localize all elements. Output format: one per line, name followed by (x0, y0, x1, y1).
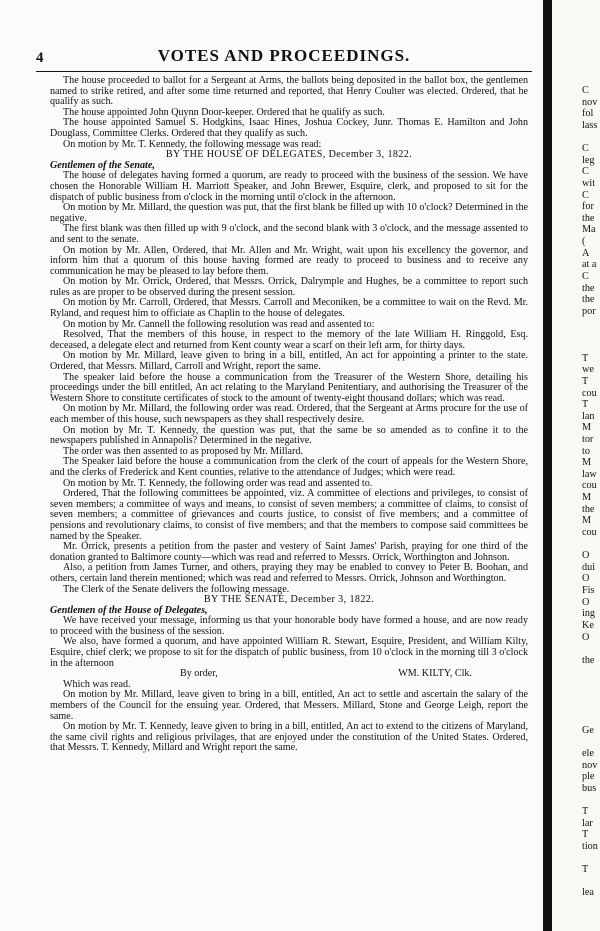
adjacent-page-fragment: C (582, 143, 589, 154)
paragraph: We have received your message, informing us that your honorable body have formed a house, and are now ready to proceed with the business of the session. (50, 615, 528, 637)
paragraph: On motion by Mr. Millard, the question was put, that the first blank be filled up with 10 o'clock? Determined in the negative. (50, 202, 528, 224)
adjacent-page-fragment: T (582, 864, 589, 875)
paragraph: The Clerk of the Senate delivers the following message. (63, 583, 290, 595)
message-heading: BY THE HOUSE OF DELEGATES, December 3, 1822. (165, 149, 413, 161)
adjacent-page-fragment: dui (582, 562, 596, 573)
adjacent-page-fragment: law (582, 469, 597, 480)
adjacent-page-fragment: C (582, 271, 589, 282)
adjacent-page-fragment: M (582, 457, 592, 468)
adjacent-page-column (552, 0, 600, 931)
paragraph: On motion by Mr. T. Kennedy, the question was put, that the same be so amended as to confine it to the newspapers published in Annapolis? Determined in the negative. (50, 424, 528, 447)
adjacent-page-fragment: T (582, 376, 589, 387)
adjacent-page-fragment: tion (582, 841, 598, 852)
paragraph: On motion by Mr. Millard, leave given to bring in a bill, entitled, An act for appointing a printer to the state. Ordered, that Messrs. Millard, Carroll and Wright, report the same. (50, 350, 528, 373)
paragraph: Which was read. (63, 678, 131, 690)
page-gutter (543, 0, 552, 931)
adjacent-page-fragment: to (582, 446, 590, 457)
adjacent-page-fragment: lass (582, 120, 598, 131)
paragraph: The first blank was then filled up with 9 o'clock, and the second blank with 3 o'clock, and the message assented to and sent to the senate. (50, 223, 528, 245)
page-title: VOTES AND PROCEEDINGS. (157, 46, 411, 65)
adjacent-page-fragment: tor (582, 434, 594, 445)
paragraph: On motion by Mr. Millard, leave given to bring in a bill, entitled, An act to settle and ascertain the salary of the members of the Council for the ensuing year. Ordered, that Messers. Millard, Stone and George Leigh, report the same. (50, 689, 528, 722)
paragraph: The house of delegates having formed a quorum, are ready to proceed with the business of the session. We have chosen the Honorable William H. Marriott Speaker, and John Brewer, Esquire, clerk, and proposed to sit for the dispatch of public business from o'clock in the morning until o'clock in the afternoon. (50, 170, 528, 203)
adjacent-page-fragment: T (582, 806, 589, 817)
adjacent-page-fragment: O (582, 550, 590, 561)
adjacent-page-fragment: T (582, 399, 589, 410)
adjacent-page-fragment: Fis (582, 585, 595, 596)
salutation: Gentlemen of the Senate, (50, 159, 155, 171)
paragraph: Mr. Orrick, presents a petition from the paster and vestery of Saint James' Parish, praying for one third of the donation granted to Baltimore county—which was read and referred to Messrs. Orrick, Worthington and Johnson. (50, 541, 528, 563)
paragraph: On motion by Mr. Cannell the following resolution was read and assented to: (63, 318, 375, 330)
adjacent-page-fragment: C (582, 166, 589, 177)
paragraph: The house appointed Samuel S. Hodgkins, Isaac Hines, Joshua Cockey, Junr. Thomas E. Hamilton and John Douglass, Committee Clerks. Ordered that they qualify as such. (50, 117, 528, 139)
adjacent-page-fragment: nov (582, 760, 598, 771)
adjacent-page-fragment: A (582, 248, 590, 259)
adjacent-page-fragment: leg (582, 155, 595, 166)
adjacent-page-fragment: for (582, 201, 594, 212)
paragraph: On motion by Mr. Orrick, Ordered, that Messrs. Orrick, Dalrymple and Hughes, be a committee to report such rules as are proper to be observed during the present session. (50, 276, 528, 298)
adjacent-page-fragment: ing (582, 608, 596, 619)
adjacent-page-fragment: the (582, 655, 595, 666)
adjacent-page-fragment: the (582, 283, 595, 294)
salutation: Gentlemen of the House of Delegates, (50, 604, 208, 616)
adjacent-page-fragment: ple (582, 771, 595, 782)
paragraph: On motion by Mr. T. Kennedy, the following order was read and assented to. (63, 477, 373, 489)
paragraph: We also, have formed a quorum, and have appointed William R. Stewart, Esquire, President, and William Kilty, Esquire, chief clerk; we propose to sit for the dispatch of public business, from 10 o'clock in the morning till 3 o'clock in the afternoon (50, 636, 528, 669)
adjacent-page-fragment: cou (582, 388, 597, 399)
adjacent-page-fragment: lan (582, 411, 595, 422)
paragraph: The house proceeded to ballot for a Sergeant at Arms, the ballots being deposited in the ballot box, the gentlemen named to strike retired, and after some time returned and reported, that Henry Coulter was elected. Ordered, that he qualify as such. (50, 75, 528, 108)
paragraph: On motion by Mr. Millard, the following order was read. Ordered, that the Sergeant at Arms procure for the use of each member of this house, such newspapers as they shall respectively desire. (50, 403, 528, 425)
adjacent-page-fragment: ( (582, 236, 586, 247)
adjacent-page-fragment: nov (582, 97, 598, 108)
paragraph: Also, a petition from James Turner, and others, praying they may be enabled to convey to Peter B. Boohan, and others, certain land therein mentioned; which was read and referred to Messrs. Orrick, Johnson and Worthington. (50, 562, 528, 584)
paragraph: On motion by Mr. T. Kennedy, leave given to bring in a bill, entitled, An act to extend to the citizens of Maryland, the same civil rights and religious privilages, that are enjoyed under the constitution of the United States. Ordered, that Messrs. T. Kennedy, Millard and Wright report the same. (50, 721, 528, 754)
adjacent-page-fragment: cou (582, 527, 597, 538)
paragraph: The Speaker laid before the house a communication from the clerk of the court of appeals for the Western Shore, and the clerks of Frederick and Kent counties, relative to the attendance of Judges; which were read. (50, 456, 528, 478)
adjacent-page-fragment: C (582, 85, 589, 96)
page-number: 4 (36, 50, 44, 66)
adjacent-page-fragment: por (582, 306, 596, 317)
adjacent-page-fragment: wit (582, 178, 596, 189)
adjacent-page-fragment: T (582, 353, 589, 364)
adjacent-page-fragment: O (582, 597, 590, 608)
signature-name: WM. KILTY, Clk. (398, 668, 472, 680)
adjacent-page-fragment: bus (582, 783, 597, 794)
paragraph: The speaker laid before the house a communication from the Treasurer of the Western Shore, detailing his proceedings under the bill entitled, An act relating to the Maryland Penitentiary, and authorising the Treasurer of the Western Shore to constitute certificates of stock to the amount of twenty-eight thousand dollars; which was read. (50, 371, 528, 404)
paragraph: On motion by Mr. T. Kennedy, the following message was read: (63, 138, 322, 150)
adjacent-page-fragment: C (582, 190, 589, 201)
adjacent-page-fragment: the (582, 504, 595, 515)
adjacent-page-fragment: O (582, 632, 590, 643)
adjacent-page-fragment: O (582, 573, 590, 584)
message-heading: BY THE SENATE, December 3, 1822. (203, 594, 375, 606)
paragraph: The house appointed John Quynn Door-keeper. Ordered that he qualify as such. (63, 106, 385, 118)
adjacent-page-fragment: Ge (582, 725, 594, 736)
signature-prefix: By order, (180, 668, 218, 680)
paragraph: On motion by Mr. Carroll, Ordered, that Messrs. Carroll and Meconiken, be a committee to wait on the Revd. Mr. Ryland, and request him to officiate as Chaplin to the house of delegates. (50, 297, 528, 320)
page-header (36, 46, 532, 70)
adjacent-page-fragment: the (582, 213, 595, 224)
adjacent-page-fragment: the (582, 294, 595, 305)
document-body (50, 76, 528, 754)
adjacent-page-fragment: Ke (582, 620, 594, 631)
adjacent-page-fragment: Ma (582, 224, 596, 235)
adjacent-page-fragment: at a (582, 259, 597, 270)
adjacent-page-fragment: fol (582, 108, 594, 119)
paragraph: The order was then assented to as proposed by Mr. Millard. (63, 445, 303, 457)
header-rule (36, 71, 532, 72)
adjacent-page-fragment: M (582, 422, 592, 433)
adjacent-page-fragment: cou (582, 480, 597, 491)
adjacent-page-fragment: ele (582, 748, 594, 759)
adjacent-page-fragment: M (582, 515, 592, 526)
adjacent-page-fragment: M (582, 492, 592, 503)
paragraph: Ordered, That the following committees be appointed, viz. A committee of elections and privileges, to consist of seven members; a committee of ways and means, to consist of seven members; a committee of claims, to consist of seven members; a committee of grievances and courts justice, to consist of five members; and a committee of pensions and revolutionary claims, to consist of five members; and that the members to compose said committees be named by the Speaker. (50, 488, 528, 542)
paragraph: On motion by Mr. Allen, Ordered, that Mr. Allen and Mr. Wright, wait upon his excellency the governor, and inform him that a quorum of this house having formed are ready to proceed to business and to receive any communication he may be pleased to lay before them. (50, 244, 528, 277)
adjacent-page-fragment: T (582, 829, 589, 840)
adjacent-page-fragment: we (582, 364, 594, 375)
adjacent-page-fragment: lar (582, 818, 593, 829)
adjacent-page-fragment: lea (582, 887, 594, 898)
paragraph: Resolved, That the members of this house, in respect to the memory of the late William H. Ringgold, Esq. deceased, a delegate elect and returned from Kent county wear a scarf on their left arm, for thirty days. (50, 329, 528, 351)
